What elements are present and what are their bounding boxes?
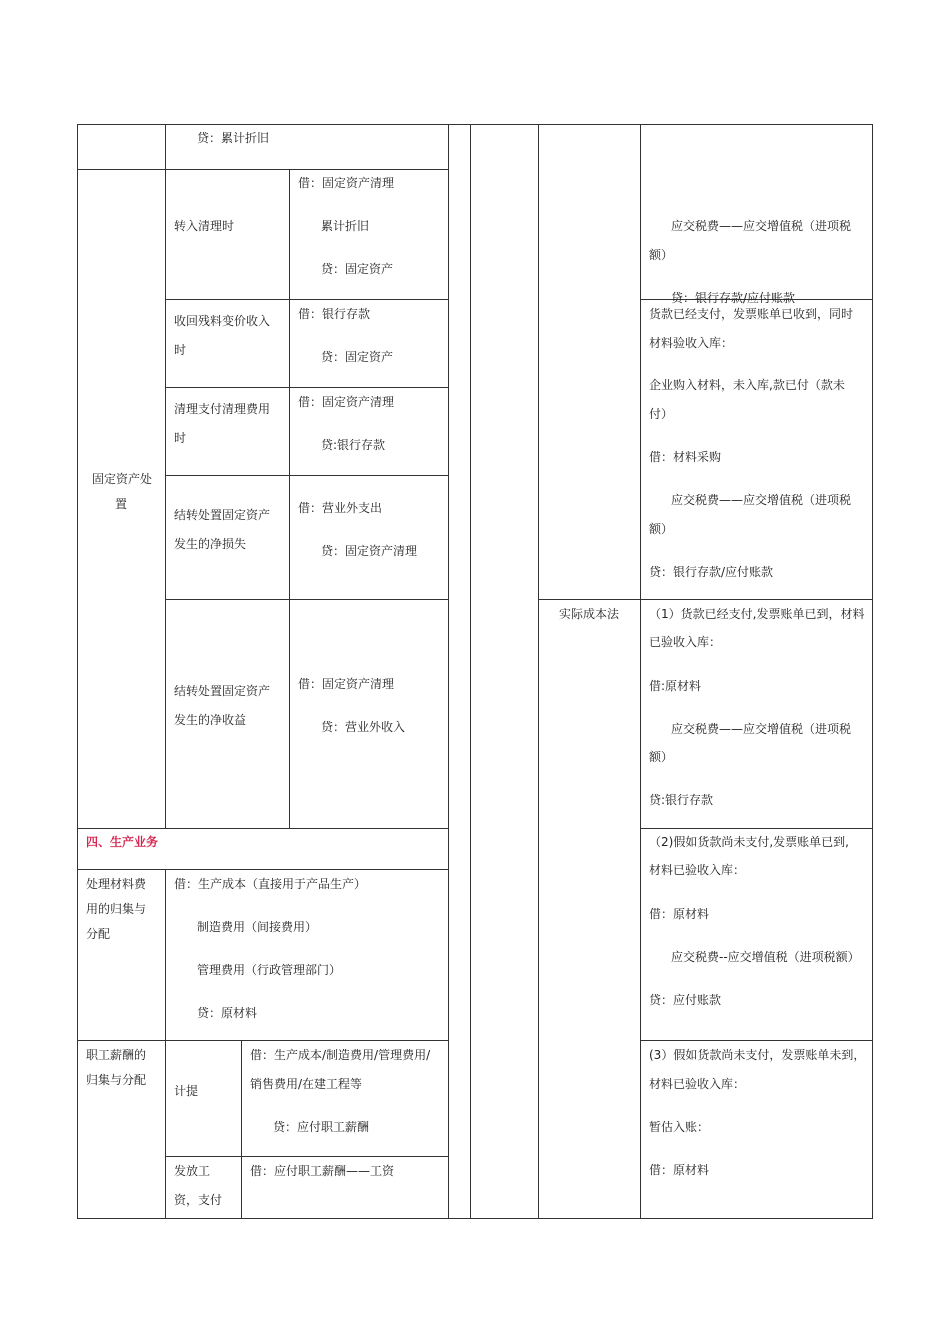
col-line xyxy=(165,124,166,829)
entry-line: 借：原材料 xyxy=(649,907,710,921)
entry-line: 借：固定资产清理 xyxy=(298,395,395,409)
entry-line: 贷：固定资产 xyxy=(321,350,394,364)
entry-line: 借：银行存款 xyxy=(298,307,371,321)
entry-line: 应交税费——应交增值税（进项税 xyxy=(671,219,852,233)
entry-line: 企业购入材料，未入库,款已付（款未 xyxy=(649,378,845,392)
row-line xyxy=(640,1040,873,1041)
entry-line: 制造费用（间接费用） xyxy=(197,920,318,934)
table-border-left xyxy=(77,124,78,1219)
table-border-right xyxy=(872,124,873,1219)
item-label: 用的归集与 xyxy=(86,902,147,916)
item-label: 转入清理时 xyxy=(174,219,235,233)
entry-line: 货款已经支付，发票账单已收到，同时 xyxy=(649,307,854,321)
row-line xyxy=(77,169,448,170)
col-line xyxy=(165,870,166,1219)
col-line xyxy=(538,124,539,1219)
method-label: 实际成本法 xyxy=(559,607,620,621)
entry-line: 贷：固定资产 xyxy=(321,262,394,276)
item-label: 时 xyxy=(174,431,187,445)
row-line xyxy=(165,299,448,300)
col-line xyxy=(241,1041,242,1219)
row-line xyxy=(77,828,448,829)
entry-line: 借：原材料 xyxy=(649,1163,710,1177)
entry-line: 借：生产成本/制造费用/管理费用/ xyxy=(250,1048,431,1062)
entry-line: 借：材料采购 xyxy=(649,450,722,464)
entry-line: (3）假如货款尚未支付，发票账单未到， xyxy=(649,1048,866,1062)
entry-line: 贷：应付职工薪酬 xyxy=(273,1120,370,1134)
section-label: 置 xyxy=(115,497,128,511)
section-heading: 四、生产业务 xyxy=(86,835,159,849)
item-label: 资，支付 xyxy=(174,1193,223,1207)
entry-line: 额） xyxy=(649,248,674,262)
item-label: 发放工 xyxy=(174,1164,211,1178)
item-label: 清理支付清理费用 xyxy=(174,402,271,416)
item-label: 结转处置固定资产 xyxy=(174,508,271,522)
entry-line: 暂估入账： xyxy=(649,1120,710,1134)
col-line xyxy=(448,124,449,1219)
entry-line: 贷：银行存款/应付账款 xyxy=(671,291,796,305)
item-label: 职工薪酬的 xyxy=(86,1048,147,1062)
item-label: 分配 xyxy=(86,927,111,941)
col-line xyxy=(289,169,290,829)
row-line xyxy=(165,475,448,476)
entry-line: 借：生产成本（直接用于产品生产） xyxy=(174,877,367,891)
item-label: 发生的净收益 xyxy=(174,713,247,727)
item-label: 收回残料变价收入 xyxy=(174,314,271,328)
entry-line: 贷：累计折旧 xyxy=(197,131,270,145)
entry-line: 销售费用/在建工程等 xyxy=(250,1077,363,1091)
entry-line: 额） xyxy=(649,750,674,764)
col-line xyxy=(470,124,471,1219)
entry-line: 材料验收入库： xyxy=(649,336,734,350)
entry-line: 借：应付职工薪酬——工资 xyxy=(250,1164,395,1178)
entry-line: 借:原材料 xyxy=(649,679,702,693)
entry-line: （1）货款已经支付,发票账单已到，材料 xyxy=(649,607,865,621)
item-label: 结转处置固定资产 xyxy=(174,684,271,698)
entry-line: 材料已验收入库： xyxy=(649,863,746,877)
item-label: 归集与分配 xyxy=(86,1073,147,1087)
entry-line: 累计折旧 xyxy=(321,219,370,233)
item-label: 计提 xyxy=(174,1084,199,1098)
col-line xyxy=(640,124,641,1219)
entry-line: 应交税费——应交增值税（进项税 xyxy=(671,493,852,507)
entry-line: 贷：银行存款/应付账款 xyxy=(649,565,774,579)
entry-line: 借：固定资产清理 xyxy=(298,176,395,190)
row-line xyxy=(165,1156,448,1157)
row-line xyxy=(165,387,448,388)
entry-line: 贷：固定资产清理 xyxy=(321,544,418,558)
entry-line: （2)假如货款尚未支付,发票账单已到, xyxy=(649,835,849,849)
entry-line: 贷：应付账款 xyxy=(649,993,722,1007)
entry-line: 材料已验收入库： xyxy=(649,1077,746,1091)
row-line xyxy=(77,1040,448,1041)
row-line xyxy=(538,599,873,600)
entry-line: 应交税费--应交增值税（进项税额） xyxy=(671,950,860,964)
item-label: 时 xyxy=(174,343,187,357)
entry-line: 管理费用（行政管理部门） xyxy=(197,963,342,977)
entry-line: 贷:银行存款 xyxy=(649,793,714,807)
entry-line: 已验收入库： xyxy=(649,635,722,649)
entry-line: 付） xyxy=(649,407,674,421)
entry-line: 贷:银行存款 xyxy=(321,438,386,452)
item-label: 发生的净损失 xyxy=(174,537,247,551)
section-label: 固定资产处 xyxy=(92,472,153,486)
entry-line: 借：固定资产清理 xyxy=(298,677,395,691)
entry-line: 贷：营业外收入 xyxy=(321,720,406,734)
row-line xyxy=(77,869,448,870)
table-border-top xyxy=(77,124,873,125)
row-line xyxy=(165,599,448,600)
row-line xyxy=(640,828,873,829)
entry-line: 应交税费——应交增值税（进项税 xyxy=(671,722,852,736)
entry-line: 贷：原材料 xyxy=(197,1006,258,1020)
item-label: 处理材料费 xyxy=(86,877,147,891)
table-border-bottom xyxy=(77,1218,873,1219)
entry-line: 额） xyxy=(649,522,674,536)
entry-line: 借：营业外支出 xyxy=(298,501,383,515)
